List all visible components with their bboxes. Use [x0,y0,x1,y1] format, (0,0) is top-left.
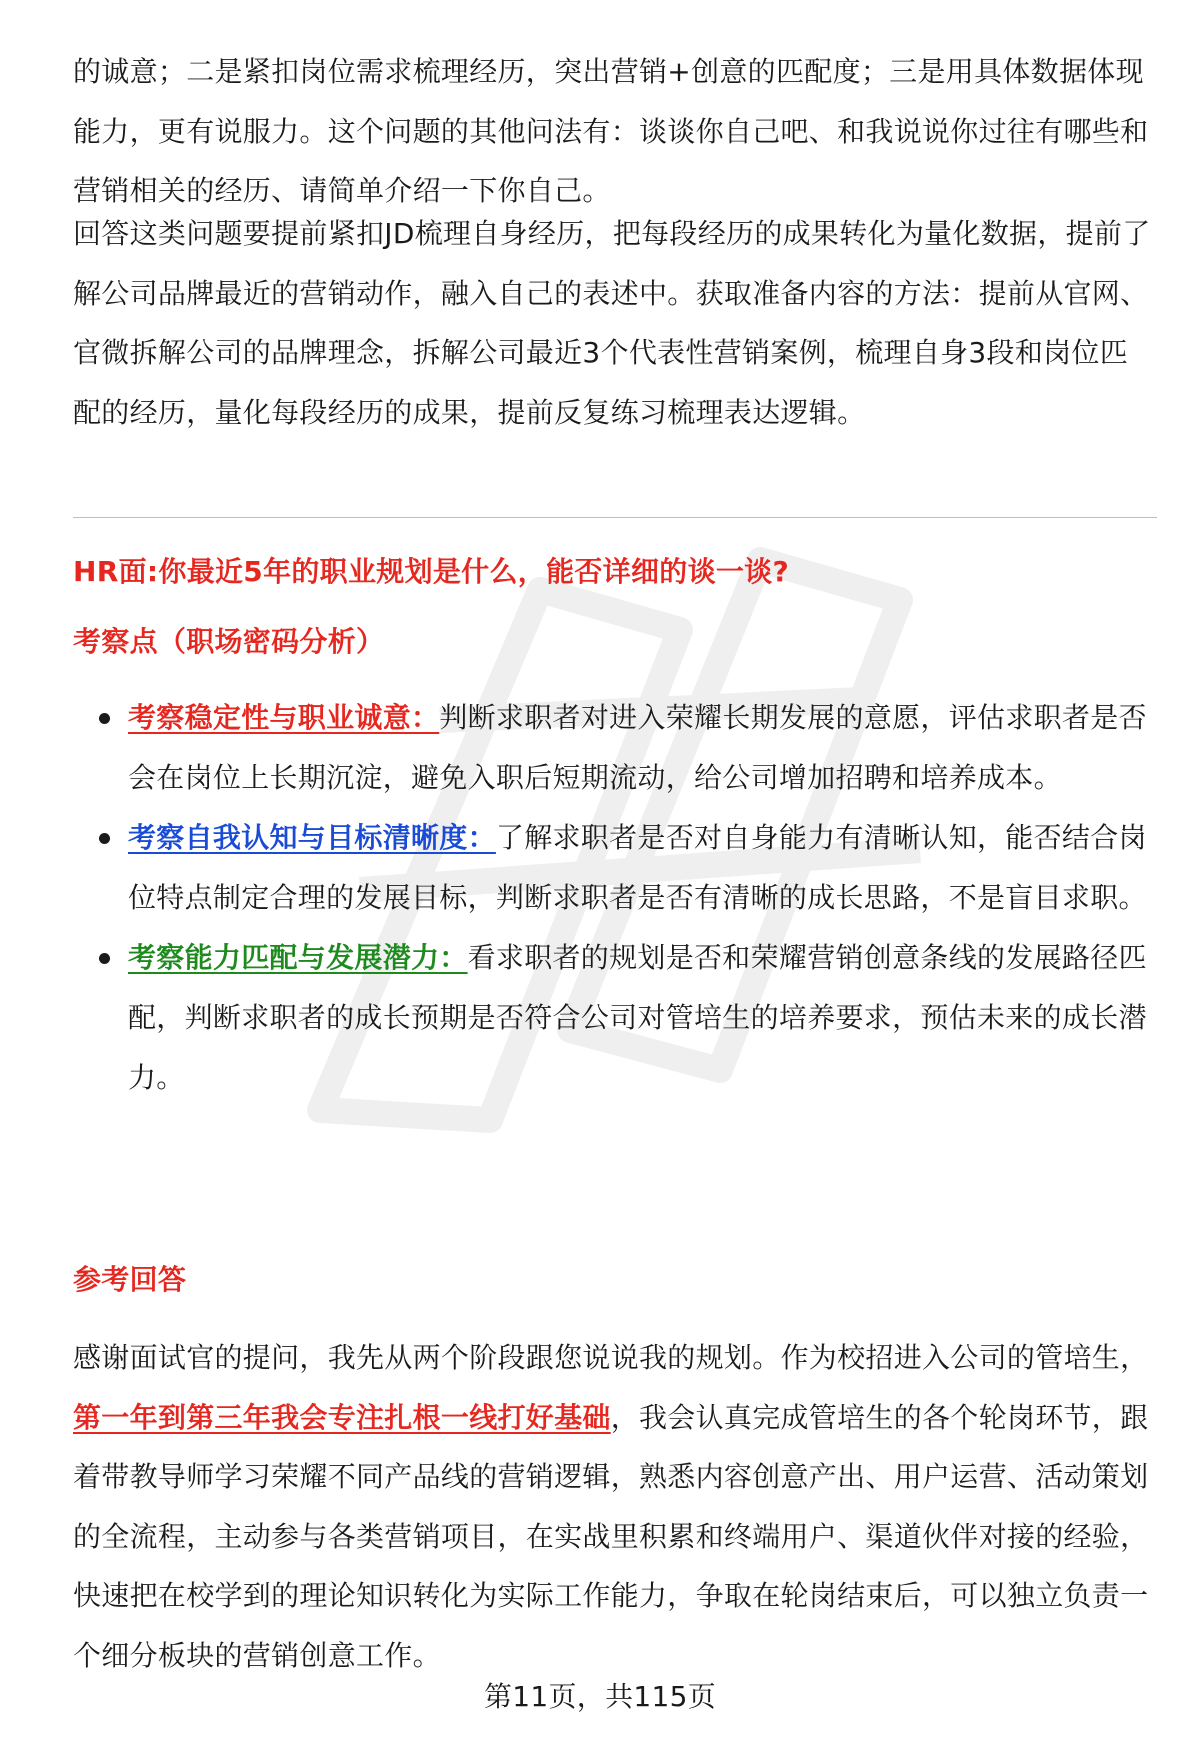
bullet-icon [99,833,110,844]
point-keyword: 考察自我认知与目标清晰度： [128,821,496,854]
bullet-icon [99,713,110,724]
analysis-points-list [73,688,1163,1108]
section-divider [73,517,1157,518]
analysis-heading: 考察点（职场密码分析） [73,625,385,658]
reference-heading: 参考回答 [73,1263,187,1296]
point-text: 了解求职者是否对自身能力有清晰认知，能否结合岗位特点制定合理的发展目标，判断求职者是否有清晰的成长思路，不是盲目求职。 [128,821,1147,914]
answer-emphasis: 第一年到第三年我会专注扎根一线打好基础 [73,1400,611,1434]
bullet-icon [99,953,110,964]
point-keyword: 考察稳定性与职业诚意： [128,701,440,734]
intro-paragraph-2: 回答这类问题要提前紧扣JD梳理自身经历，把每段经历的成果转化为量化数据，提前了解公司品牌最近的营销动作，融入自己的表述中。获取准备内容的方法：提前从官网、官微拆解公司的品牌理念，拆解公司最近3个代表性营销案例，梳理自身3段和岗位匹配的经历，量化每段经历的成果，提前反复练习梳理表达逻辑。 [73,217,1151,429]
answer-text-before: 感谢面试官的提问，我先从两个阶段跟您说说我的规划。作为校招进入公司的管培生， [73,1341,1149,1374]
point-keyword: 考察能力匹配与发展潜力： [128,941,468,974]
reference-answer [73,1328,1153,1685]
point-text: 看求职者的规划是否和荣耀营销创意条线的发展路径匹配，判断求职者的成长预期是否符合公司对管培生的培养要求，预估未来的成长潜力。 [128,941,1147,1094]
list-item [73,688,1163,808]
page-number: 第11页，共115页 [483,1680,717,1713]
point-text: 判断求职者对进入荣耀长期发展的意愿，评估求职者是否会在岗位上长期沉淀，避免入职后短期流动，给公司增加招聘和培养成本。 [128,701,1147,794]
intro-paragraph-1: 的诚意；二是紧扣岗位需求梳理经历，突出营销+创意的匹配度；三是用具体数据体现能力，更有说服力。这个问题的其他问法有：谈谈你自己吧、和我说说你过往有哪些和营销相关的经历、请简单介绍一下你自己。 [73,55,1149,207]
list-item [73,808,1163,928]
answer-text-after: ，我会认真完成管培生的各个轮岗环节，跟着带教导师学习荣耀不同产品线的营销逻辑，熟悉内容创意产出、用户运营、活动策划的全流程，主动参与各类营销项目，在实战里积累和终端用户、渠道伙伴对接的经验，快速把在校学到的理论知识转化为实际工作能力，争取在轮岗结束后，可以独立负责一个细分板块的营销创意工作。 [73,1400,1149,1672]
question-title: HR面:你最近5年的职业规划是什么，能否详细的谈一谈? [73,555,790,588]
list-item [73,928,1163,1108]
